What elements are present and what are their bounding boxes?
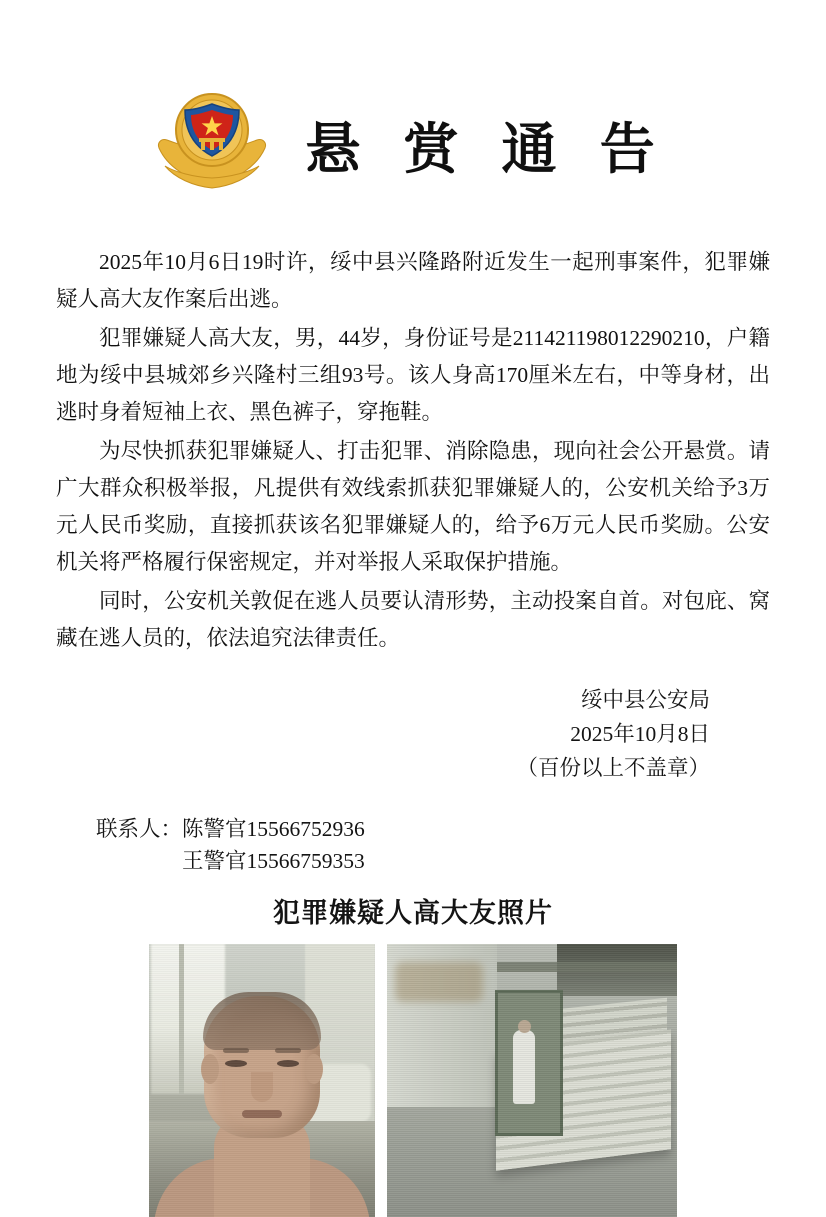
surveillance-wall-stain bbox=[395, 962, 483, 1002]
stamp-note: （百份以上不盖章） bbox=[516, 756, 710, 780]
portrait-brow-left bbox=[223, 1048, 249, 1053]
issuing-organization: 绥中县公安局 bbox=[580, 688, 710, 712]
police-emblem-icon bbox=[153, 88, 271, 200]
contact-line-1 bbox=[96, 813, 770, 845]
portrait-ear-left bbox=[201, 1054, 219, 1084]
paragraph-warning: 同时，公安机关敦促在逃人员要认清形势，主动投案自首。对包庇、窝藏在逃人员的，依法追究法律责任。 bbox=[56, 589, 770, 650]
photo-caption: 犯罪嫌疑人高大友照片 bbox=[273, 898, 553, 929]
paragraph-reward: 为尽快抓获犯罪嫌疑人、打击犯罪、消除隐患，现向社会公开悬赏。请广大群众积极举报，凡提供有效线索抓获犯罪嫌疑人的，公安机关给予3万元人民币奖励，直接抓获该名犯罪嫌疑人的，给予6万元人民币奖励。公安机关将严格履行保密规定，并对举报人采取保护措施。 bbox=[56, 439, 770, 574]
surveillance-rail bbox=[491, 962, 677, 972]
portrait-nose bbox=[251, 1072, 273, 1102]
signature-block bbox=[56, 683, 770, 785]
portrait-mouth bbox=[242, 1110, 282, 1118]
surveillance-person-head bbox=[518, 1020, 531, 1033]
contact-label: 联系人： bbox=[96, 817, 183, 841]
portrait-ear-right bbox=[305, 1054, 323, 1084]
photo-gallery bbox=[56, 944, 770, 1217]
portrait-eye-left bbox=[225, 1060, 247, 1067]
portrait-eye-right bbox=[277, 1060, 299, 1067]
suspect-portrait-photo bbox=[149, 944, 375, 1217]
contact-officer-chen: 陈警官15566752936 bbox=[182, 817, 365, 841]
portrait-hair bbox=[203, 992, 321, 1050]
notice-body bbox=[56, 244, 770, 657]
contact-block bbox=[56, 813, 770, 877]
issue-date: 2025年10月8日 bbox=[570, 722, 710, 746]
surveillance-person-body bbox=[513, 1030, 535, 1104]
page-title: 悬 赏 通 告 bbox=[305, 115, 667, 181]
paragraph-incident: 2025年10月6日19时许，绥中县兴隆路附近发生一起刑事案件，犯罪嫌疑人高大友作案后出逃。 bbox=[56, 250, 770, 311]
portrait-window-bar bbox=[179, 944, 184, 1094]
contact-officer-wang: 王警官15566759353 bbox=[182, 849, 365, 873]
surveillance-still-photo bbox=[387, 944, 677, 1217]
document-header bbox=[56, 0, 770, 200]
portrait-brow-right bbox=[275, 1048, 301, 1053]
paragraph-suspect-details: 犯罪嫌疑人高大友，男，44岁，身份证号是211421198012290210，户籍地为绥中县城郊乡兴隆村三组93号。该人身高170厘米左右，中等身材，出逃时身着短袖上衣、黑色裤子，穿拖鞋。 bbox=[56, 326, 770, 424]
